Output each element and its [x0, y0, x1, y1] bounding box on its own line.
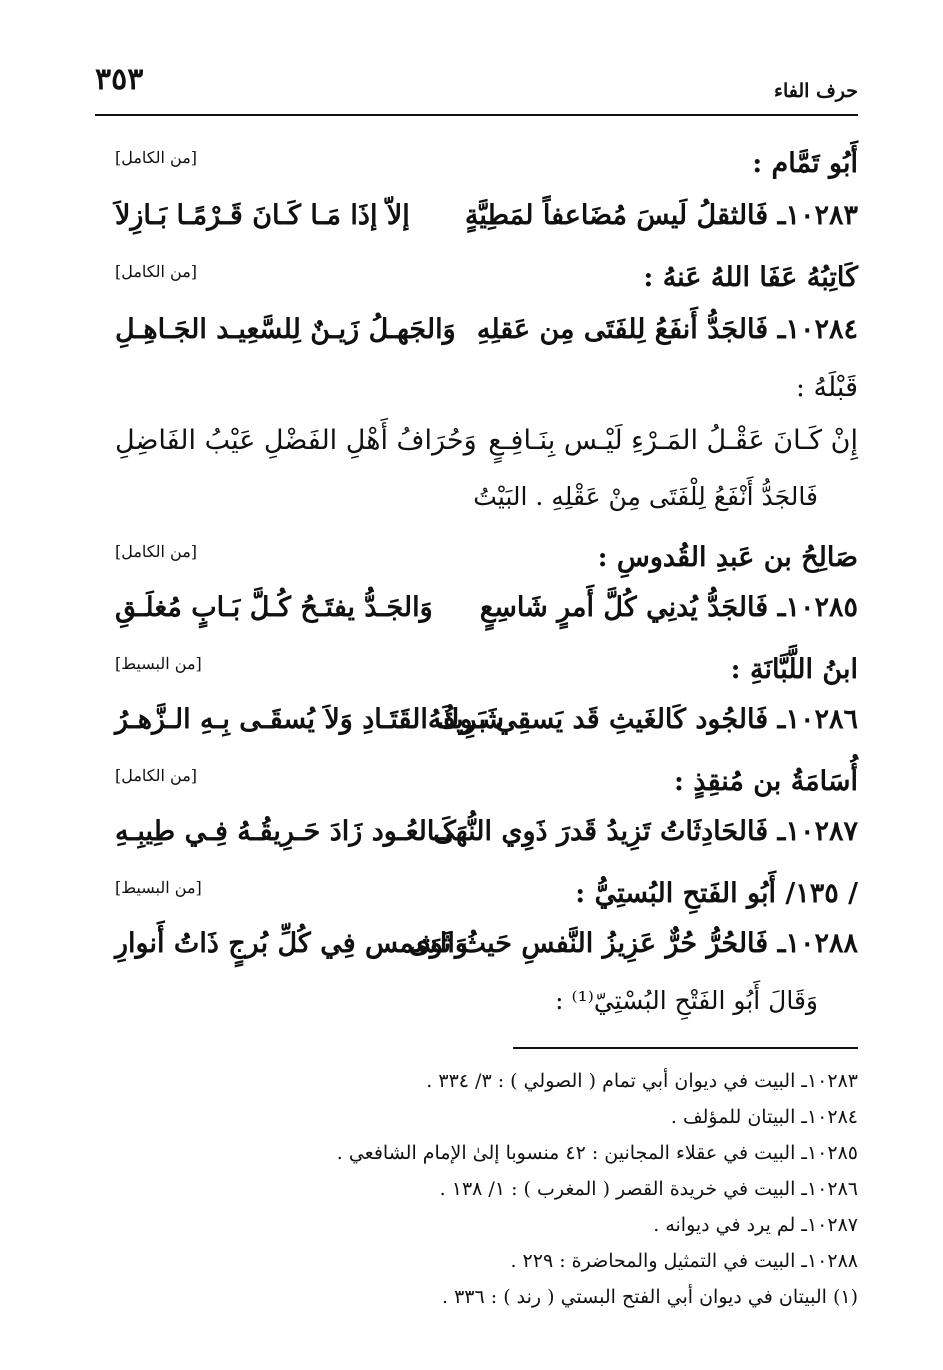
verse-line — [95, 425, 858, 475]
prose-line — [95, 482, 858, 532]
meter-label: [من البسيط] — [115, 878, 202, 897]
verse-first-hemistich: ١٠٢٨٨ـ فَالحُرُّ حُرٌّ عَزِيزُ النَّفسِ حَيثُ ثَوَى — [408, 928, 858, 959]
meter-label: [من الكامل] — [115, 262, 198, 281]
poet-name: أَبُو تَمَّام : — [752, 148, 858, 179]
verse-line — [95, 816, 858, 866]
poet-heading — [95, 654, 858, 698]
footnote: ١٠٢٨٣ـ البيت في ديوان أبي تمام ( الصولي ) : ٣/ ٣٣٤ . — [426, 1070, 858, 1092]
poet-name: صَالِحُ بن عَبدِ القُدوسِ : — [597, 542, 858, 573]
prose-text: فَالجَدُّ أَنْفَعُ لِلْفَتَى مِنْ عَقْلِهِ . البَيْتُ — [473, 482, 818, 511]
verse-second-hemistich: وَحُرَافُ أَهْلِ الفَضْلِ عَيْبُ الفَاضِلِ — [115, 425, 477, 456]
poet-name: كَاتِبُهُ عَفَا اللهُ عَنهُ : — [643, 262, 858, 293]
verse-second-hemistich: وَالجَهـلُ زَيـنٌ لِلسَّعِيـد الجَـاهِـلِ — [115, 314, 456, 345]
poet-name: ابنُ اللَّبَّانَةِ : — [730, 654, 858, 685]
verse-line — [95, 200, 858, 250]
footnote: (١) البيتان في ديوان أبي الفتح البستي ( رند ) : ٣٣٦ . — [442, 1286, 858, 1308]
meter-label: [من الكامل] — [115, 148, 198, 167]
footnote: ١٠٢٨٧ـ لم يرد في ديوانه . — [653, 1214, 858, 1236]
verse-line — [95, 314, 858, 364]
verse-second-hemistich: شَـوكَ القَتَـادِ وَلاَ يُسقَـى بِـهِ الـزَّهـرُ — [115, 704, 505, 735]
poet-heading — [95, 148, 858, 192]
verse-first-hemistich: ١٠٢٨٦ـ فَالجُود كَالغَيثِ قَد يَسقِي بَرِيقُهُ — [427, 704, 858, 735]
footnote: ١٠٢٨٥ـ البيت في عقلاء المجانين : ٤٢ منسوبا إلىٰ الإمام الشافعي . — [336, 1142, 858, 1164]
verse-line — [95, 704, 858, 754]
page-header — [95, 62, 858, 102]
verse-second-hemistich: كَـالعُـود زَادَ حَـرِيقُـهُ فِـي طِيبِـهِ — [115, 816, 456, 847]
poet-name: / ١٣٥/ أَبُو الفَتحِ البُستِيُّ : — [575, 878, 858, 909]
verse-line — [95, 928, 858, 978]
footnote: ١٠٢٨٦ـ البيت في خريدة القصر ( المغرب ) : ١/ ١٣٨ . — [439, 1178, 858, 1200]
footnote-rule — [513, 1047, 858, 1049]
verse-first-hemistich: ١٠٢٨٤ـ فَالجَدُّ أَنفَعُ لِلفَتَى مِن عَقلِهِ — [476, 314, 858, 345]
meter-label: [من الكامل] — [115, 766, 198, 785]
verse-first-hemistich: إِنْ كَـانَ عَقْـلُ المَـرْءِ لَيْـس بِنَـافِـعٍ — [488, 425, 858, 456]
meter-label: [من البسيط] — [115, 654, 202, 673]
poet-heading — [95, 878, 858, 922]
prose-text: وَقَالَ أَبُو الفَتْحِ البُسْتِيّ⁽¹⁾ : — [555, 986, 818, 1015]
verse-line — [95, 592, 858, 642]
verse-first-hemistich: ١٠٢٨٧ـ فَالحَادِثَاتُ تَزِيدُ قَدرَ ذَوِي النُّهَى — [433, 816, 858, 847]
verse-second-hemistich: وَالجَـدُّ يفتَـحُ كُـلَّ بَـابٍ مُغلَـقِ — [115, 592, 433, 623]
page-number: ٣٥٣ — [95, 62, 144, 97]
verse-second-hemistich: إلاّ إذَا مَـا كَـانَ قَـرْمًـا بَـازِلاَ — [115, 200, 410, 231]
poet-heading — [95, 542, 858, 586]
meter-label: [من الكامل] — [115, 542, 198, 561]
poet-heading — [95, 372, 858, 416]
poet-name: أُسَامَةُ بن مُنقِذٍ : — [674, 766, 858, 797]
prose-line — [95, 986, 858, 1036]
poet-heading — [95, 766, 858, 810]
poet-heading — [95, 262, 858, 306]
section-label: قَبْلَهُ : — [795, 372, 858, 403]
verse-first-hemistich: ١٠٢٨٥ـ فَالجَدُّ يُدنِي كُلَّ أَمرٍ شَاسِعٍ — [479, 592, 858, 623]
footnote: ١٠٢٨٤ـ البيتان للمؤلف . — [670, 1106, 858, 1128]
verse-first-hemistich: ١٠٢٨٣ـ فَالثقلُ لَيسَ مُضَاعفاً لمَطِيَّةٍ — [464, 200, 858, 231]
footnote: ١٠٢٨٨ـ البيت في التمثيل والمحاضرة : ٢٢٩ . — [510, 1250, 858, 1272]
verse-second-hemistich: وَالشمس فِي كُلِّ بُرجٍ ذَاتُ أَنوارِ — [115, 928, 468, 959]
running-head: حرف الفاء — [774, 80, 858, 102]
header-rule — [95, 114, 858, 116]
